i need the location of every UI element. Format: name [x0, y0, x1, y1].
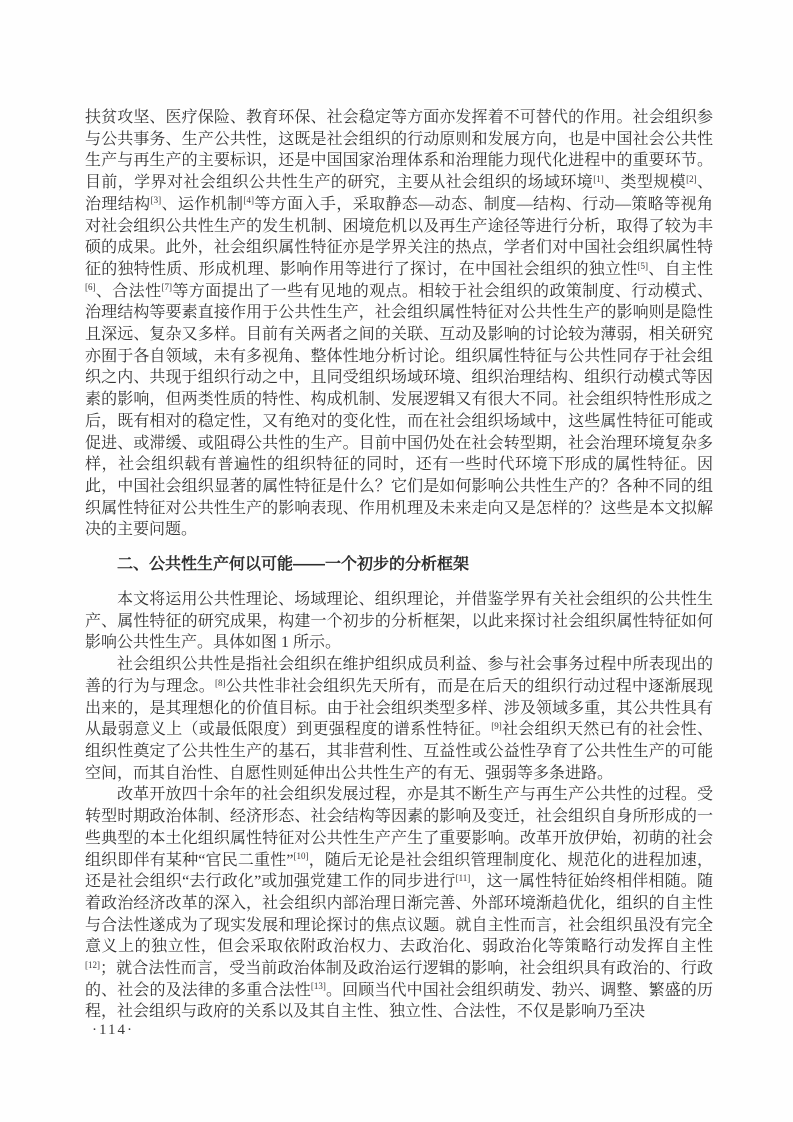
- text-run: 、治理结构: [85, 174, 713, 213]
- footnote-ref: [13]: [310, 981, 326, 992]
- text-run: 扶贫攻坚、医疗保险、教育环保、社会稳定等方面亦发挥着不可替代的作用。社会组织参与公共事务、生产公共性，这既是社会组织的行动原则和发展方向，也是中国社会公共性生产与再生产的主要标识，还是中国国家治理体系和治理能力现代化进程中的重要环节。目前，学界对社会组织公共性生产的研究，主要从社会组织的场域环境: [85, 109, 713, 192]
- text-run: 、类型规模: [603, 174, 687, 192]
- footnote-ref: [1]: [593, 173, 604, 184]
- text-run: ；就合法性而言，受当前政治体制及政治运行逻辑的影响，社会组织具有政治的、行政的、社会的及法律的多重合法性: [85, 960, 713, 999]
- article-body: [85, 107, 713, 1023]
- footnote-ref: [9]: [491, 720, 502, 731]
- paragraph: [85, 784, 713, 1023]
- text-run: 公共性非社会组织先天所有，而是在后天的组织行动过程中逐渐展现出来的，是其理想化的价值目标。由于社会组织类型多样、涉及领域多重，其公共性具有从最弱意义上（或最低限度）到更强程度的谱系性特征。: [85, 677, 713, 739]
- text-run: 、合法性: [95, 282, 162, 300]
- section-heading: 二、公共性生产何以可能——一个初步的分析框架: [117, 556, 470, 574]
- footnote-ref: [5]: [637, 260, 648, 271]
- footnote-ref: [4]: [243, 195, 254, 206]
- paragraph: [85, 654, 713, 784]
- footnote-ref: [10]: [293, 851, 309, 862]
- text-run: 本文将运用公共性理论、场域理论、组织理论，并借鉴学界有关社会组织的公共性生产、属性特征的研究成果，构建一个初步的分析框架，以此来探讨社会组织属性特征如何影响公共性生产。具体如图 1 所示。: [85, 591, 713, 652]
- page-number: ·114·: [92, 1022, 134, 1038]
- footnote-ref: [3]: [150, 195, 162, 206]
- paragraph: [85, 107, 713, 541]
- page-footer: [92, 1022, 134, 1039]
- text-run: 、运作机制: [161, 195, 244, 213]
- text-run: 社会组织天然已有的社会性、组织性奠定了公共性生产的基石，其非营利性、互益性或公益性孕育了公共性生产的可能空间，而其自治性、自愿性则延伸出公共性生产的有无、强弱等多条进路。: [85, 721, 713, 782]
- text-run: 等方面提出了一些有见地的观点。相较于社会组织的政策制度、行动模式、治理结构等要素直接作用于公共性生产，社会组织属性特征对公共性生产的影响则是隐性且深远、复杂又多样。目前有关两者之间的关联、互动及影响的讨论较为薄弱，相关研究亦囿于各自领域，未有多视角、整体性地分析讨论。组织属性特征与公共性同存于社会组织之内、共现于组织行动之中，且同受组织场域环境、组织治理结构、组织行动模式等因素的影响，但两类性质的特性、构成机制、发展逻辑又有很大不同。社会组织特性形成之后，既有相对的稳定性，又有绝对的变化性，而在社会组织场域中，这些属性特征可能或促进、或滞缓、或阻碍公共性的生产。目前中国仍处在社会转型期，社会治理环境复杂多样，社会组织载有普遍性的组织特征的同时，还有一些时代环境下形成的属性特征。因此，中国社会组织显著的属性特征是什么？它们是如何影响公共性生产的？各种不同的组织属性特征对公共性生产的影响表现、作用机理及未来走向又是怎样的？这些是本文拟解决的主要问题。: [85, 282, 713, 539]
- footnote-ref: [12]: [85, 959, 100, 970]
- text-run: ，这一属性特征始终相伴相随。随着政治经济改革的深入，社会组织内部治理日渐完善、外部环境渐趋优化，组织的自主性与合法性遂成为了现实发展和理论探讨的焦点议题。就自主性而言，社会组织虽没有完全意义上的独立性，但会采取依附政治权力、去政治化、弱政治化等策略行动发挥自主性: [85, 873, 713, 956]
- footnote-ref: [2]: [686, 173, 697, 184]
- footnote-ref: [7]: [161, 282, 172, 293]
- footnote-ref: [6]: [85, 282, 96, 293]
- paragraph: [85, 589, 713, 654]
- text-run: 。回顾当代中国社会组织萌发、勃兴、调整、繁盛的历程，社会组织与政府的关系以及其自主性、独立性、合法性，不仅是影响乃至决: [85, 981, 713, 1021]
- text-run: 等方面入手，采取静态—动态、制度—结构、行动—策略等视角对社会组织公共性生产的发生机制、困境危机以及再生产途径等进行分析，取得了较为丰硕的成果。此外，社会组织属性特征亦是学界关注的热点，学者们对中国社会组织属性特征的独特性质、形成机理、影响作用等进行了探讨，在中国社会组织的独立性: [85, 195, 713, 278]
- text-run: 、自主性: [647, 260, 713, 278]
- text-run: 社会组织公共性是指社会组织在维护组织成员利益、参与社会事务过程中所表现出的善的行为与理念。: [85, 656, 713, 695]
- footnote-ref: [8]: [215, 677, 226, 688]
- text-run: 改革开放四十余年的社会组织发展过程，亦是其不断生产与再生产公共性的过程。受转型时期政治体制、经济形态、社会结构等因素的影响及变迁，社会组织自身所形成的一些典型的本土化组织属性特征对公共性生产产生了重要影响。改革开放伊始，初萌的社会组织即伴有某种“官民二重性”: [85, 786, 713, 869]
- footnote-ref: [11]: [455, 872, 471, 883]
- text-run: ，随后无论是社会组织管理制度化、规范化的进程加速，还是社会组织“去行政化”或加强党建工作的同步进行: [85, 851, 713, 891]
